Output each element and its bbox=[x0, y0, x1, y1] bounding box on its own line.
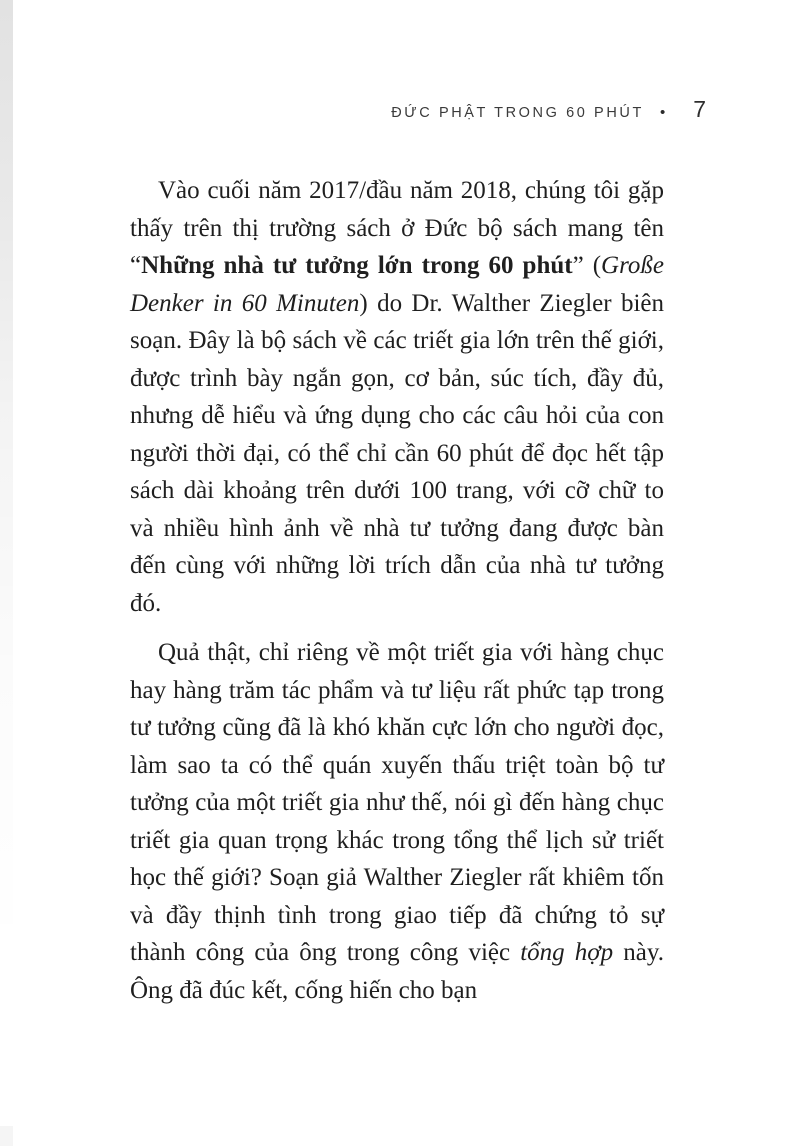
text-segment-italic: tổng hợp bbox=[520, 939, 614, 966]
body-paragraph bbox=[130, 634, 664, 1009]
text-segment-italic: Große Denker in 60 Minuten bbox=[130, 252, 664, 317]
body-paragraph bbox=[130, 172, 664, 622]
text-segment-bold: Những nhà tư tưởng lớn trong 60 phút bbox=[141, 252, 573, 279]
text-segment-normal: ) do Dr. Walther Ziegler biên soạn. Đây là bộ sách về các triết gia lớn trên thế giới, được trình bày ngắn gọn, cơ bản, súc tích, đầy đủ, nhưng dễ hiểu và ứng dụng cho các câu hỏi của con người thời đại, có thể chỉ cần 60 phút để đọc hết tập sách dài khoảng trên dưới 100 trang, với cỡ chữ to và nhiều hình ảnh về nhà tư tưởng đang được bàn đến cùng với những lời trích dẫn của nhà tư tưởng đó. bbox=[130, 289, 664, 617]
text-segment-normal: này. Ông đã đúc kết, cống hiến cho bạn bbox=[130, 939, 664, 1004]
text-segment-normal: ” ( bbox=[572, 252, 602, 279]
page-body bbox=[130, 172, 664, 1009]
text-segment-normal: Vào cuối năm 2017/đầu năm 2018, chúng tôi gặp thấy trên thị trường sách ở Đức bộ sách mang tên “ bbox=[130, 177, 664, 279]
running-header bbox=[391, 96, 706, 123]
page-edge-shadow bbox=[0, 0, 13, 960]
text-segment-normal: Quả thật, chỉ riêng về một triết gia với hàng chục hay hàng trăm tác phẩm và tư liệu rất phức tạp trong tư tưởng cũng đã là khó khăn cực lớn cho người đọc, làm sao ta có thể quán xuyến thấu triệt toàn bộ tư tưởng của một triết gia như thế, nói gì đến hàng chục triết gia quan trọng khác trong tổng thể lịch sử triết học thế giới? Soạn giả Walther Ziegler rất khiêm tốn và đầy thịnh tình trong giao tiếp đã chứng tỏ sự thành công của ông trong công việc bbox=[130, 639, 664, 966]
running-header-title: ĐỨC PHẬT TRONG 60 PHÚT bbox=[391, 105, 644, 121]
page-number: 7 bbox=[693, 96, 706, 122]
bullet-separator: • bbox=[659, 104, 666, 121]
page-edge-shadow-bottom bbox=[0, 1126, 13, 1146]
